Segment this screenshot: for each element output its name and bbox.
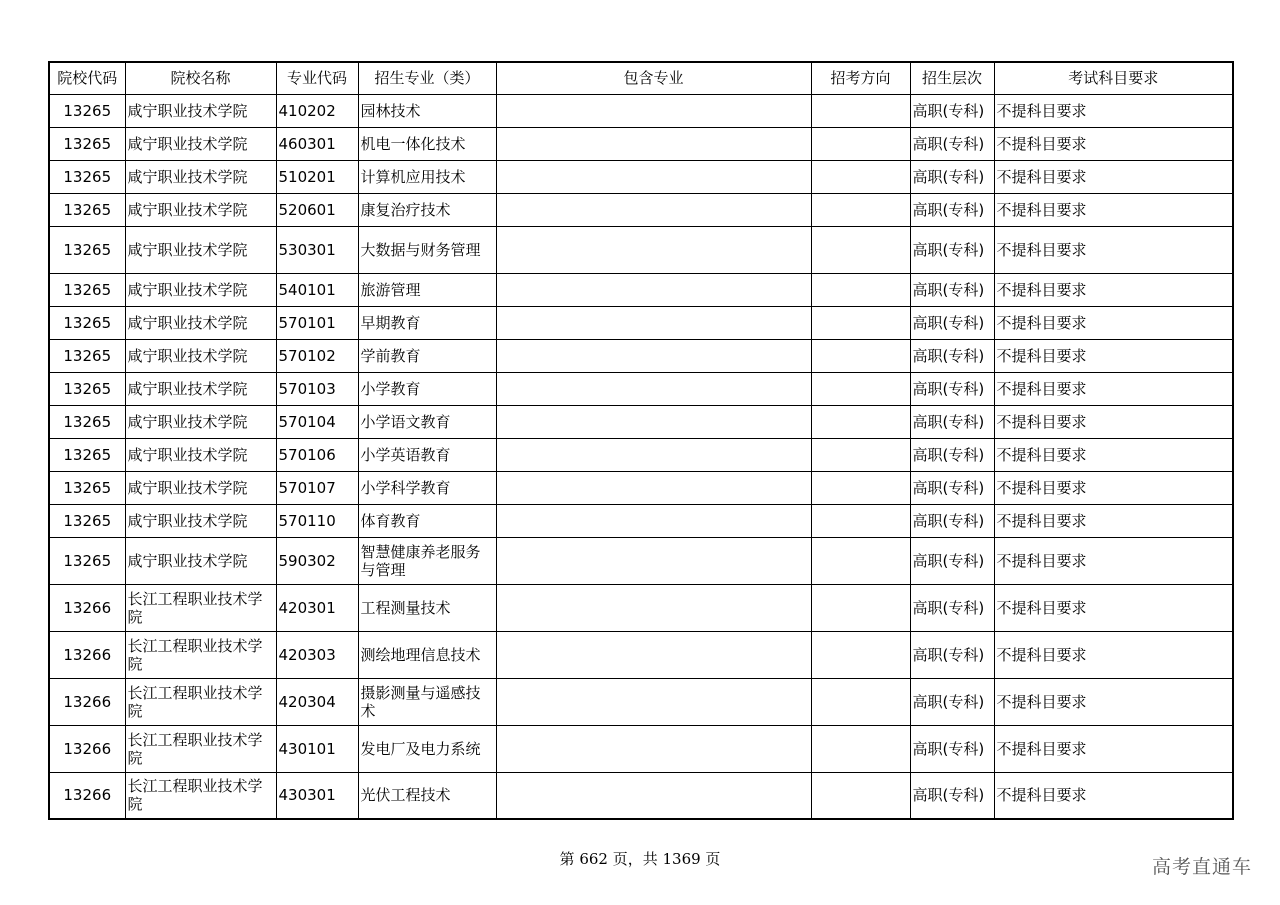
- cell-included-majors: [496, 438, 811, 471]
- cell-subject-requirement: 不提科目要求: [994, 678, 1233, 725]
- header-major-code: 专业代码: [276, 62, 358, 94]
- header-direction: 招考方向: [811, 62, 910, 94]
- cell-school-name: 咸宁职业技术学院: [125, 160, 276, 193]
- cell-major: 早期教育: [358, 306, 496, 339]
- cell-direction: [811, 160, 910, 193]
- cell-school-code: 13265: [49, 438, 125, 471]
- cell-subject-requirement: 不提科目要求: [994, 306, 1233, 339]
- cell-subject-requirement: 不提科目要求: [994, 537, 1233, 584]
- cell-school-name: 长江工程职业技术学院: [125, 725, 276, 772]
- cell-school-code: 13265: [49, 537, 125, 584]
- cell-included-majors: [496, 306, 811, 339]
- cell-major-code: 460301: [276, 127, 358, 160]
- cell-major: 旅游管理: [358, 273, 496, 306]
- cell-included-majors: [496, 127, 811, 160]
- cell-school-code: 13265: [49, 94, 125, 127]
- header-included-majors: 包含专业: [496, 62, 811, 94]
- cell-school-name: 咸宁职业技术学院: [125, 306, 276, 339]
- admission-table: [48, 61, 1234, 820]
- table-row: [49, 725, 1233, 772]
- cell-major-code: 540101: [276, 273, 358, 306]
- cell-level: 高职(专科): [910, 772, 994, 819]
- cell-direction: [811, 631, 910, 678]
- cell-school-code: 13265: [49, 372, 125, 405]
- header-subject-requirement: 考试科目要求: [994, 62, 1233, 94]
- cell-subject-requirement: 不提科目要求: [994, 438, 1233, 471]
- cell-major: 工程测量技术: [358, 584, 496, 631]
- cell-school-code: 13266: [49, 725, 125, 772]
- cell-major-code: 570110: [276, 504, 358, 537]
- cell-level: 高职(专科): [910, 226, 994, 273]
- cell-major-code: 430301: [276, 772, 358, 819]
- cell-included-majors: [496, 725, 811, 772]
- cell-direction: [811, 94, 910, 127]
- cell-school-code: 13266: [49, 772, 125, 819]
- cell-school-name: 咸宁职业技术学院: [125, 193, 276, 226]
- cell-school-name: 咸宁职业技术学院: [125, 226, 276, 273]
- table-row: [49, 504, 1233, 537]
- cell-level: 高职(专科): [910, 725, 994, 772]
- cell-level: 高职(专科): [910, 504, 994, 537]
- cell-direction: [811, 772, 910, 819]
- cell-level: 高职(专科): [910, 372, 994, 405]
- cell-direction: [811, 372, 910, 405]
- table-row: [49, 273, 1233, 306]
- cell-school-code: 13265: [49, 193, 125, 226]
- cell-major: 计算机应用技术: [358, 160, 496, 193]
- table-row: [49, 537, 1233, 584]
- cell-school-name: 咸宁职业技术学院: [125, 94, 276, 127]
- cell-major: 光伏工程技术: [358, 772, 496, 819]
- table-row: [49, 772, 1233, 819]
- cell-school-code: 13265: [49, 226, 125, 273]
- cell-school-code: 13265: [49, 273, 125, 306]
- cell-major-code: 530301: [276, 226, 358, 273]
- cell-school-code: 13265: [49, 306, 125, 339]
- cell-level: 高职(专科): [910, 306, 994, 339]
- cell-school-code: 13266: [49, 631, 125, 678]
- cell-school-name: 长江工程职业技术学院: [125, 678, 276, 725]
- cell-direction: [811, 226, 910, 273]
- table-row: [49, 405, 1233, 438]
- table-row: [49, 94, 1233, 127]
- cell-school-code: 13265: [49, 471, 125, 504]
- cell-major: 学前教育: [358, 339, 496, 372]
- cell-included-majors: [496, 631, 811, 678]
- cell-included-majors: [496, 471, 811, 504]
- cell-included-majors: [496, 273, 811, 306]
- header-level: 招生层次: [910, 62, 994, 94]
- table-body: [49, 94, 1233, 819]
- cell-school-name: 咸宁职业技术学院: [125, 471, 276, 504]
- table-row: [49, 438, 1233, 471]
- table-row: [49, 471, 1233, 504]
- cell-major: 小学语文教育: [358, 405, 496, 438]
- cell-subject-requirement: 不提科目要求: [994, 405, 1233, 438]
- cell-major: 大数据与财务管理: [358, 226, 496, 273]
- cell-level: 高职(专科): [910, 438, 994, 471]
- cell-subject-requirement: 不提科目要求: [994, 631, 1233, 678]
- cell-major: 小学科学教育: [358, 471, 496, 504]
- watermark: 高考直通车: [1151, 856, 1252, 878]
- cell-major: 智慧健康养老服务与管理: [358, 537, 496, 584]
- cell-school-code: 13265: [49, 127, 125, 160]
- cell-level: 高职(专科): [910, 127, 994, 160]
- cell-school-name: 咸宁职业技术学院: [125, 504, 276, 537]
- cell-major: 摄影测量与遥感技术: [358, 678, 496, 725]
- cell-direction: [811, 584, 910, 631]
- cell-school-name: 咸宁职业技术学院: [125, 372, 276, 405]
- cell-major-code: 510201: [276, 160, 358, 193]
- cell-school-code: 13266: [49, 584, 125, 631]
- cell-subject-requirement: 不提科目要求: [994, 725, 1233, 772]
- table-row: [49, 372, 1233, 405]
- cell-subject-requirement: 不提科目要求: [994, 504, 1233, 537]
- cell-major-code: 570102: [276, 339, 358, 372]
- cell-direction: [811, 273, 910, 306]
- cell-level: 高职(专科): [910, 273, 994, 306]
- cell-school-name: 咸宁职业技术学院: [125, 405, 276, 438]
- cell-major-code: 430101: [276, 725, 358, 772]
- table-row: [49, 584, 1233, 631]
- cell-major-code: 570104: [276, 405, 358, 438]
- cell-subject-requirement: 不提科目要求: [994, 339, 1233, 372]
- cell-included-majors: [496, 339, 811, 372]
- cell-direction: [811, 504, 910, 537]
- cell-school-name: 咸宁职业技术学院: [125, 127, 276, 160]
- cell-level: 高职(专科): [910, 537, 994, 584]
- table-row: [49, 678, 1233, 725]
- cell-included-majors: [496, 94, 811, 127]
- cell-direction: [811, 306, 910, 339]
- cell-level: 高职(专科): [910, 339, 994, 372]
- cell-included-majors: [496, 772, 811, 819]
- cell-school-code: 13265: [49, 339, 125, 372]
- table-row: [49, 339, 1233, 372]
- cell-subject-requirement: 不提科目要求: [994, 193, 1233, 226]
- cell-major: 测绘地理信息技术: [358, 631, 496, 678]
- cell-subject-requirement: 不提科目要求: [994, 471, 1233, 504]
- cell-included-majors: [496, 405, 811, 438]
- cell-major-code: 570101: [276, 306, 358, 339]
- cell-school-code: 13266: [49, 678, 125, 725]
- table-row: [49, 127, 1233, 160]
- cell-major: 小学教育: [358, 372, 496, 405]
- header-school-code: 院校代码: [49, 62, 125, 94]
- cell-major: 发电厂及电力系统: [358, 725, 496, 772]
- cell-subject-requirement: 不提科目要求: [994, 226, 1233, 273]
- header-school-name: 院校名称: [125, 62, 276, 94]
- cell-school-name: 咸宁职业技术学院: [125, 273, 276, 306]
- cell-major-code: 520601: [276, 193, 358, 226]
- cell-school-name: 长江工程职业技术学院: [125, 631, 276, 678]
- header-major: 招生专业（类）: [358, 62, 496, 94]
- cell-major-code: 420301: [276, 584, 358, 631]
- cell-level: 高职(专科): [910, 405, 994, 438]
- cell-direction: [811, 678, 910, 725]
- table-row: [49, 306, 1233, 339]
- cell-school-name: 咸宁职业技术学院: [125, 438, 276, 471]
- cell-subject-requirement: 不提科目要求: [994, 94, 1233, 127]
- cell-subject-requirement: 不提科目要求: [994, 772, 1233, 819]
- cell-major-code: 590302: [276, 537, 358, 584]
- cell-level: 高职(专科): [910, 678, 994, 725]
- cell-direction: [811, 127, 910, 160]
- table-row: [49, 193, 1233, 226]
- cell-major-code: 420303: [276, 631, 358, 678]
- cell-school-code: 13265: [49, 160, 125, 193]
- cell-level: 高职(专科): [910, 193, 994, 226]
- cell-school-name: 长江工程职业技术学院: [125, 584, 276, 631]
- table-header: [49, 62, 1233, 94]
- cell-major-code: 410202: [276, 94, 358, 127]
- cell-major: 体育教育: [358, 504, 496, 537]
- cell-school-name: 长江工程职业技术学院: [125, 772, 276, 819]
- header-row: [49, 62, 1233, 94]
- cell-school-name: 咸宁职业技术学院: [125, 339, 276, 372]
- cell-included-majors: [496, 193, 811, 226]
- cell-included-majors: [496, 372, 811, 405]
- cell-direction: [811, 725, 910, 772]
- cell-level: 高职(专科): [910, 471, 994, 504]
- page-number: 第 662 页，共 1369 页: [559, 850, 721, 868]
- cell-included-majors: [496, 160, 811, 193]
- cell-included-majors: [496, 678, 811, 725]
- cell-direction: [811, 438, 910, 471]
- cell-school-name: 咸宁职业技术学院: [125, 537, 276, 584]
- cell-major: 康复治疗技术: [358, 193, 496, 226]
- cell-subject-requirement: 不提科目要求: [994, 584, 1233, 631]
- cell-level: 高职(专科): [910, 584, 994, 631]
- cell-major: 园林技术: [358, 94, 496, 127]
- cell-direction: [811, 405, 910, 438]
- cell-direction: [811, 339, 910, 372]
- table-row: [49, 226, 1233, 273]
- cell-major-code: 570103: [276, 372, 358, 405]
- cell-major-code: 570107: [276, 471, 358, 504]
- cell-direction: [811, 537, 910, 584]
- cell-school-code: 13265: [49, 504, 125, 537]
- cell-subject-requirement: 不提科目要求: [994, 273, 1233, 306]
- cell-school-code: 13265: [49, 405, 125, 438]
- cell-included-majors: [496, 537, 811, 584]
- table-row: [49, 631, 1233, 678]
- cell-level: 高职(专科): [910, 160, 994, 193]
- cell-subject-requirement: 不提科目要求: [994, 160, 1233, 193]
- cell-direction: [811, 193, 910, 226]
- cell-major: 机电一体化技术: [358, 127, 496, 160]
- cell-level: 高职(专科): [910, 94, 994, 127]
- cell-major-code: 420304: [276, 678, 358, 725]
- cell-level: 高职(专科): [910, 631, 994, 678]
- cell-direction: [811, 471, 910, 504]
- cell-included-majors: [496, 584, 811, 631]
- cell-subject-requirement: 不提科目要求: [994, 127, 1233, 160]
- table-row: [49, 160, 1233, 193]
- cell-major-code: 570106: [276, 438, 358, 471]
- cell-included-majors: [496, 504, 811, 537]
- cell-major: 小学英语教育: [358, 438, 496, 471]
- cell-subject-requirement: 不提科目要求: [994, 372, 1233, 405]
- cell-included-majors: [496, 226, 811, 273]
